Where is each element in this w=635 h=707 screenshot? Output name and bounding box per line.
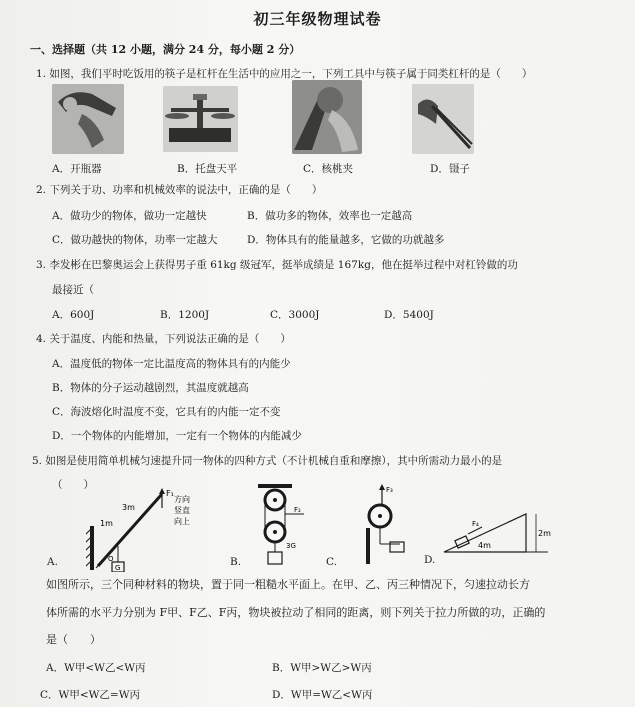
q2-option-a: A．做功少的物体，做功一定越快 — [52, 210, 207, 222]
q4-option-d: D．一个物体的内能增加，一定有一个物体的内能减少 — [52, 430, 302, 442]
q3-stem-line1: 3. 李发彬在巴黎奥运会上获得男子重 61kg 级冠军，挺举成绩是 167kg，他在挺举过程中对杠铃做的功 — [36, 259, 518, 271]
q5-figure-c-movable-pulley — [360, 482, 410, 568]
q4-option-c: C．海波熔化时温度不变，它具有的内能一定不变 — [52, 406, 281, 418]
bottle-opener-photo — [52, 84, 124, 154]
fig-a-length-1m: 1m — [100, 519, 113, 528]
q5-label-c: C. — [326, 556, 337, 568]
q6-option-a: A．W甲<W乙<W丙 — [46, 662, 146, 674]
fig-a-length-3m: 3m — [122, 503, 135, 512]
q6-option-d: D．W甲=W乙<W丙 — [272, 689, 373, 701]
q4-option-a: A．温度低的物体一定比温度高的物体具有的内能少 — [52, 358, 291, 370]
q1-stem: 1. 如图，我们平时吃饭用的筷子是杠杆在生活中的应用之一，下列工具中与筷子属于同类杠杆的是（ ） — [36, 68, 533, 80]
fig-a-dir-2: 竖直 — [174, 506, 190, 515]
q3-option-a: A．600J — [52, 309, 95, 321]
q6-stem-line3: 是（ ） — [46, 633, 101, 646]
fig-d-length-label: 4m — [478, 541, 491, 550]
q5-figure-a-lever — [60, 486, 210, 572]
q5-stem-line1: 5. 如图是使用简单机械匀速提升同一物体的四种方式（不计机械自重和摩擦），其中所需动力最小的是 — [32, 455, 503, 467]
q3-option-b: B．1200J — [160, 309, 210, 321]
q3-stem-line2: 最接近（ — [52, 284, 94, 296]
page-title: 初三年级物理试卷 — [253, 10, 382, 28]
q2-stem: 2. 下列关于功、功率和机械效率的说法中，正确的是（ ） — [36, 184, 323, 196]
fig-a-dir-3: 向上 — [174, 517, 190, 526]
q4-option-b: B．物体的分子运动越剧烈，其温度就越高 — [52, 382, 249, 394]
q5-label-d: D. — [424, 554, 436, 566]
fig-d-height-label: 2m — [538, 529, 551, 538]
q5-stem-line2: （ ） — [52, 479, 94, 491]
section-heading: 一、选择题（共 12 小题，满分 24 分，每小题 2 分） — [30, 43, 301, 56]
q6-option-c: C．W甲<W乙=W丙 — [40, 689, 141, 701]
fig-c-force-label: F₃ — [386, 486, 393, 494]
q6-stem-line2: 体所需的水平力分别为 F甲、F乙、F丙，物块被拉动了相同的距离，则下列关于拉力所做的功，正确的 — [46, 606, 546, 619]
q3-option-c: C．3000J — [270, 309, 320, 321]
walnut-cracker-photo — [292, 80, 362, 154]
q3-option-d: D．5400J — [384, 309, 434, 321]
q5-figure-d-incline — [440, 508, 552, 560]
fig-a-force-label: F₁ — [166, 489, 174, 498]
tweezers-photo — [412, 84, 474, 154]
q5-label-b: B. — [230, 556, 242, 568]
fig-a-dir-1: 方向 — [174, 495, 190, 504]
q1-option-a: A．开瓶器 — [52, 163, 102, 175]
fig-b-load-label: 3G — [286, 542, 296, 550]
q4-stem: 4. 关于温度、内能和热量，下列说法正确的是（ ） — [36, 333, 291, 345]
q5-label-a: A. — [47, 556, 58, 568]
q2-option-c: C．做功越快的物体，功率一定越大 — [52, 234, 218, 246]
q2-option-d: D．物体具有的能量越多，它做的功就越多 — [247, 234, 445, 246]
fig-b-force-label: F₂ — [294, 506, 301, 514]
fig-a-object: G — [115, 564, 121, 572]
q5-figure-b-pulley-block — [250, 484, 310, 570]
q1-option-c: C．核桃夹 — [303, 163, 354, 175]
q6-option-b: B．W甲>W乙>W丙 — [272, 662, 372, 674]
fig-a-pivot: O — [108, 555, 114, 563]
fig-d-force-label: F₄ — [472, 520, 479, 528]
q1-option-b: B．托盘天平 — [177, 163, 238, 175]
q2-option-b: B．做功多的物体，效率也一定越高 — [247, 210, 413, 222]
tray-balance-photo — [163, 86, 238, 152]
q6-stem-line1: 如图所示，三个同种材料的物块，置于同一粗糙水平面上。在甲、乙、丙三种情况下，匀速拉动长方 — [46, 578, 530, 591]
q1-option-d: D．镊子 — [430, 163, 470, 175]
